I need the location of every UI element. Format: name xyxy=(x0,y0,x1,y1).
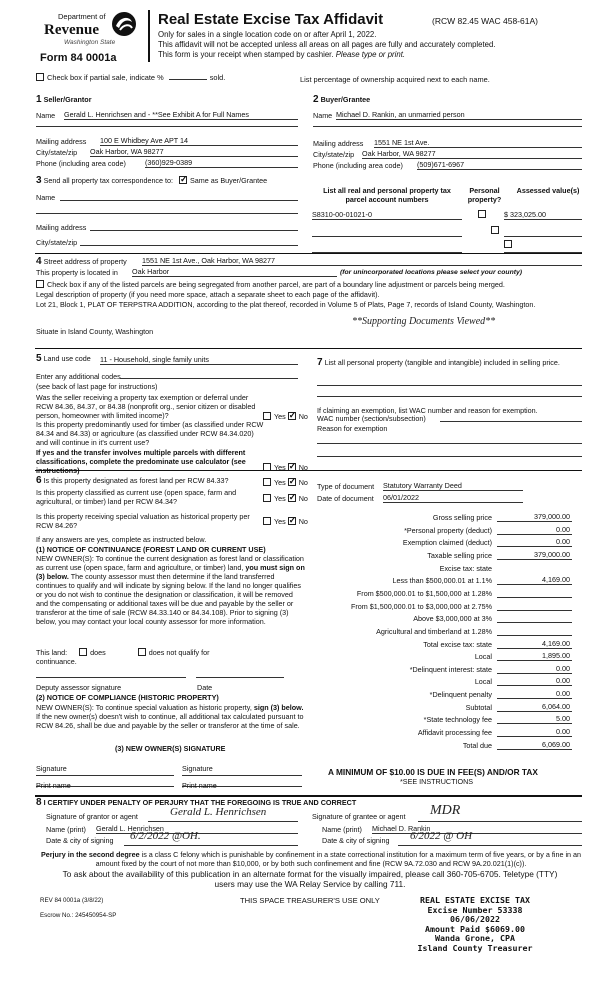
tax-row-value[interactable]: 1,895.00 xyxy=(497,651,572,661)
stamp-line-1: REAL ESTATE EXCISE TAX xyxy=(420,895,530,905)
s3-name-label: Name xyxy=(36,193,56,202)
tax-row-label: From $1,500,000.01 to $3,000,000 at 2.75% xyxy=(350,601,492,611)
tax-row-label: Exemption claimed (deduct) xyxy=(402,538,492,548)
grantor-date-label: Date & city of signing xyxy=(46,836,114,845)
located-field[interactable]: Oak Harbor xyxy=(132,267,337,277)
s6-q1-text: Is this property designated as forest land per RCW 84.33? xyxy=(43,476,229,485)
tax-row-label: *Personal property (deduct) xyxy=(404,525,492,535)
additional-codes-label: Enter any additional codes xyxy=(36,372,121,381)
s6-q2-answers xyxy=(263,494,308,503)
notice-3-heading: (3) NEW OWNER(S) SIGNATURE xyxy=(115,744,226,753)
notice-1b: you must sign on (3) below. xyxy=(36,563,305,581)
partial-sale-label: Check box if partial sale, indicate % xyxy=(47,73,164,82)
supporting-docs-note: **Supporting Documents Viewed** xyxy=(352,316,496,327)
uninc-note: (for unincorporated locations please select your county) xyxy=(340,269,523,276)
situate-text: Situate in Island County, Washington xyxy=(36,327,154,336)
s3-text: Send all property tax correspondence to: xyxy=(43,176,174,185)
ownership-note: List percentage of ownership acquired next to each name. xyxy=(300,75,490,84)
tax-row-label: Agricultural and timberland at 1.28% xyxy=(376,626,492,636)
q1-yes-label: Yes xyxy=(274,412,286,421)
reason-label: Reason for exemption xyxy=(317,424,388,433)
sig-grantee-label: Signature of grantee or agent xyxy=(312,812,406,821)
s7-text: List all personal property (tangible and intangible) included in selling price. xyxy=(324,358,560,367)
property-address-field[interactable]: 1551 NE 1st Ave., Oak Harbor, WA 98277 xyxy=(142,256,582,266)
s7-num: 7 xyxy=(317,357,323,368)
logo-swirl-icon xyxy=(110,10,138,38)
grantee-signature: MDR xyxy=(430,803,461,818)
tax-row-label: Taxable selling price xyxy=(427,550,492,560)
seller-city-label: City/state/zip xyxy=(36,148,78,157)
tax-row-value[interactable]: 0.00 xyxy=(497,689,572,699)
buyer-name-field[interactable]: Michael D. Rankin, an unmarried person xyxy=(336,110,582,120)
doc-date-field[interactable]: 06/01/2022 xyxy=(383,493,523,503)
perjury-text: is a class C felony which is punishable by confinement in a state correctional institution for a maximum term of five years, or by a fine in an amount fixed by the court of not more than $10,000, or by both such confinement and fine (RCW 9A.72.030 and RCW 9A.20.021(1)(c)). xyxy=(95,850,582,868)
tax-row-value[interactable]: 6,069.00 xyxy=(497,740,572,750)
personal-property-line-2[interactable] xyxy=(317,389,582,397)
form-number: Form 84 0001a xyxy=(40,52,117,64)
tax-row-label: Local xyxy=(474,677,492,687)
tax-row-label: Gross selling price xyxy=(432,513,492,522)
tax-row-value[interactable]: 0.00 xyxy=(497,664,572,674)
s6-q1-no-checkbox[interactable] xyxy=(288,478,296,486)
deputy-date-label: Date xyxy=(197,683,213,692)
seller-heading xyxy=(36,94,92,107)
notice-2c: If the new owner(s) doesn't wish to continue, all additional tax calculated pursuant to RCW 84.26, shall be due and payable by the seller or transferor at the time of sale. xyxy=(36,712,304,730)
does-label: does xyxy=(90,648,106,657)
same-as-buyer-label: Same as Buyer/Grantee xyxy=(190,176,268,185)
tax-row-label: Above $3,000,000 at 3% xyxy=(413,614,492,624)
s6-q3-no: No xyxy=(298,517,308,526)
doc-date-label: Date of document xyxy=(317,494,374,503)
s6-q2-no-checkbox[interactable] xyxy=(288,494,296,502)
s3-city-label: City/state/zip xyxy=(36,238,78,247)
segregate-checkbox[interactable] xyxy=(36,280,44,288)
doc-type-field[interactable]: Statutory Warranty Deed xyxy=(383,481,523,491)
s3-city-field[interactable] xyxy=(80,245,298,246)
tax-row-label: Affidavit processing fee xyxy=(417,728,492,738)
personal-header: Personal property? xyxy=(467,186,502,204)
personal-property-line-1[interactable] xyxy=(317,378,582,386)
minimum-note: A MINIMUM OF $10.00 IS DUE IN FEE(S) AND/OR TAX xyxy=(328,767,538,777)
dept-label: Department of xyxy=(58,12,106,21)
deputy-label: Deputy assessor signature xyxy=(36,683,122,692)
doc-type-label: Type of document xyxy=(317,482,375,491)
seller-name-field[interactable]: Gerald L. Henrichsen and - **See Exhibit A for Full Names xyxy=(64,110,298,120)
s6-q1-yes: Yes xyxy=(274,478,286,487)
tax-row-value xyxy=(497,563,572,573)
s3-name-field[interactable] xyxy=(60,200,298,201)
header-note-3a: This form is your receipt when stamped by cashier. xyxy=(158,50,334,59)
escrow-number: Escrow No.: 245450954-SP xyxy=(40,912,117,919)
notice-2b: sign (3) below. xyxy=(253,703,304,712)
agency-name: Revenue xyxy=(44,22,99,38)
q1-answers xyxy=(263,412,308,421)
personal-property-checkbox-2[interactable] xyxy=(491,226,499,234)
tax-row-label: *Delinquent interest: state xyxy=(409,664,492,674)
print-label-1: Print name xyxy=(36,781,71,790)
seller-phone-field[interactable]: (360)929-0389 xyxy=(145,158,298,168)
grantor-name-label: Name (print) xyxy=(46,825,86,834)
see-back-note: (see back of last page for instructions) xyxy=(36,382,158,391)
tax-row-value[interactable] xyxy=(497,626,572,636)
buyer-num: 2 xyxy=(313,94,319,105)
grantee-date-label: Date & city of signing xyxy=(322,836,390,845)
grantee-date-value: 6/2022 @ OH xyxy=(410,830,473,842)
s3-row xyxy=(36,175,267,188)
continuance-label: continuance. xyxy=(36,657,77,666)
header-note-1: Only for sales in a single location code on or after April 1, 2022. xyxy=(158,30,377,39)
stamp-line-2: Excise Number 53338 xyxy=(427,904,523,915)
header-note-3b: Please type or print. xyxy=(335,50,406,59)
partial-sale-row xyxy=(36,73,225,82)
alt-format-notice: To ask about the availability of this publication in an alternate format for the visually impaired, please call 360-705-6705. Teletype (TTY) users may use the WA Relay Service by calling 711. xyxy=(62,869,558,890)
header-note-3 xyxy=(158,50,405,60)
q1-no-label: No xyxy=(298,412,308,421)
parcel-number-field-3[interactable] xyxy=(312,245,462,253)
buyer-city-label: City/state/zip xyxy=(313,150,355,159)
buyer-city-field[interactable]: Oak Harbor, WA 98277 xyxy=(362,149,582,159)
seller-num: 1 xyxy=(36,94,42,105)
notice-2a: NEW OWNER(S): To continue special valuation as historic property, xyxy=(36,703,252,712)
print-label-2: Print name xyxy=(182,781,217,790)
buyer-heading xyxy=(313,94,370,107)
tax-row-label: Excise tax: state xyxy=(439,563,492,573)
s4-num: 4 xyxy=(36,256,42,267)
exempt-label: If claiming an exemption, list WAC number and reason for exemption. xyxy=(317,406,538,415)
does-checkbox[interactable] xyxy=(79,648,87,656)
s6-q2-no: No xyxy=(298,494,308,503)
perjury-notice xyxy=(36,850,586,868)
reason-line-2[interactable] xyxy=(317,449,582,457)
tax-row-value[interactable]: 4,169.00 xyxy=(497,639,572,649)
q2-no-label: No xyxy=(298,463,308,472)
buyer-phone-label: Phone (including area code) xyxy=(313,161,403,170)
s5-num: 5 xyxy=(36,353,42,364)
segregate-row xyxy=(36,280,586,289)
sig-label-2: Signature xyxy=(182,764,213,773)
buyer-name-label: Name xyxy=(313,111,333,120)
s3-mail-field[interactable] xyxy=(90,230,298,231)
header-divider xyxy=(148,10,150,62)
grantee-name-field[interactable]: Michael D. Rankin xyxy=(372,824,582,834)
s6-q3-no-checkbox[interactable] xyxy=(288,517,296,525)
tax-row-value[interactable] xyxy=(497,588,572,598)
form-rcw: (RCW 82.45 WAC 458-61A) xyxy=(432,16,538,26)
agency-logo xyxy=(28,10,140,70)
tax-row-value[interactable]: 0.00 xyxy=(497,537,572,547)
tax-row-label: Total excise tax: state xyxy=(423,639,492,649)
s7-row xyxy=(317,357,585,370)
does-not-label: does not qualify for xyxy=(148,648,210,657)
additional-codes-field[interactable] xyxy=(120,378,298,379)
assessed-value-field-2[interactable] xyxy=(504,229,582,237)
same-as-buyer-checkbox[interactable] xyxy=(179,176,187,184)
sig-label-1: Signature xyxy=(36,764,67,773)
s5-question-2b: If yes and the transfer involves multiple parcels with different classifications, complete the predominate use calculator (see instructions) xyxy=(36,448,246,475)
tax-row-value[interactable]: 5.00 xyxy=(497,714,572,724)
s6-q1-yes-checkbox[interactable] xyxy=(263,478,271,486)
form-title: Real Estate Excise Tax Affidavit xyxy=(158,11,384,28)
wac-label: WAC number (section/subsection) xyxy=(317,414,426,423)
notice-2-text xyxy=(36,703,304,730)
notice-1a: NEW OWNER(S): To continue the current designation as forest land or classification as current use (open space, farm and agriculture, or timber) land, xyxy=(36,554,304,572)
tax-row-value[interactable]: 379,000.00 xyxy=(497,550,572,560)
s6-q2: Is this property classified as current use (open space, farm and agricultural, or timber) land per RCW 84.34? xyxy=(36,488,237,506)
s6-num: 6 xyxy=(36,475,42,486)
stamp-line-4: Amount Paid $6069.00 xyxy=(425,923,525,934)
buyer-heading-text: Buyer/Grantee xyxy=(320,95,371,104)
q2-yes-label: Yes xyxy=(274,463,286,472)
s5-question-2: Is this property predominantly used for timber (as classified under RCW 84.34 and 84.33) or agriculture (as classified under RCW 84.34.020) and will continue in it's current use? xyxy=(36,420,264,447)
tax-row-value[interactable] xyxy=(497,601,572,611)
sig-grantor-label: Signature of grantor or agent xyxy=(46,812,138,821)
s6-answer-note: If any answers are yes, complete as instructed below. xyxy=(36,535,207,544)
grantee-name-label: Name (print) xyxy=(322,825,362,834)
grantor-signature: Gerald L. Henrichsen xyxy=(170,806,267,818)
grantor-date-value: 6/2/2022 @OH. xyxy=(130,830,201,842)
s6-q3-yes: Yes xyxy=(274,517,286,526)
personal-property-checkbox-1[interactable] xyxy=(478,210,486,218)
legal-description: Lot 21, Block 1, PLAT OF TERPSTRA ADDITION, according to the plat thereof, recorded in Volume 5 of Plats, Page 7, records of Island County, Washington. xyxy=(36,300,536,309)
partial-sale-sold: sold. xyxy=(209,73,226,82)
does-not-checkbox[interactable] xyxy=(138,648,146,656)
s6-q1 xyxy=(36,475,256,488)
assessed-value-field[interactable]: $ 323,025.00 xyxy=(504,210,582,220)
seller-mail-field[interactable]: 100 E Whidbey Ave APT 14 xyxy=(100,136,298,146)
deputy-signature-line[interactable] xyxy=(36,670,186,678)
tax-row-label: *State technology fee xyxy=(423,715,492,725)
buyer-mail-label: Mailing address xyxy=(313,139,364,148)
s6-q1-no: No xyxy=(298,478,308,487)
tax-row-value[interactable]: 0.00 xyxy=(497,727,572,737)
seller-mail-label: Mailing address xyxy=(36,137,87,146)
tax-row-label: *Delinquent penalty xyxy=(429,690,492,700)
located-label: This property is located in xyxy=(36,268,118,277)
wac-field[interactable] xyxy=(440,421,582,422)
parcel-number-field[interactable]: S8310-00-01021-0 xyxy=(312,210,462,220)
s3-mail-label: Mailing address xyxy=(36,223,87,232)
certify-text: I CERTIFY UNDER PENALTY OF PERJURY THAT THE FOREGOING IS TRUE AND CORRECT xyxy=(43,798,357,807)
header-note-2: This affidavit will not be accepted unless all areas on all pages are fully and accurately completed. xyxy=(158,40,496,49)
tax-row-value[interactable]: 0.00 xyxy=(497,525,572,535)
tax-row-label: Local xyxy=(474,652,492,662)
this-land-row xyxy=(36,648,210,657)
segregate-text: Check box if any of the listed parcels are being segregated from another parcel, are part of a boundary line adjustment or parcels being merged. xyxy=(47,280,505,289)
this-land-label: This land: xyxy=(36,648,68,657)
assessed-header: Assessed value(s) xyxy=(516,186,580,195)
s5-question-1: Was the seller receiving a property tax exemption or deferral under RCW 84.36, 84.37, or 84.38 (nonprofit org., senior citizen or disabled person, homeowner with limited income)? xyxy=(36,393,256,420)
q1-no-checkbox[interactable] xyxy=(288,412,296,420)
s8-num: 8 xyxy=(36,797,42,808)
s6-q2-yes-checkbox[interactable] xyxy=(263,494,271,502)
reason-line-1[interactable] xyxy=(317,436,582,444)
land-use-row xyxy=(36,353,91,366)
notice-1-heading: (1) NOTICE OF CONTINUANCE (FOREST LAND OR CURRENT USE) xyxy=(36,545,266,554)
assessed-value-field-3[interactable] xyxy=(504,245,582,253)
revision-label: REV 84 0001a (3/8/22) xyxy=(40,897,104,904)
tax-row-value[interactable] xyxy=(497,613,572,623)
tax-row-label: Less than $500,000.01 at 1.1% xyxy=(392,576,492,586)
treasurer-stamp xyxy=(400,896,550,953)
notice-1-text xyxy=(36,554,306,626)
notice-1c: The county assessor must then determine if the land transferred continues to qualify and will indicate by signing below. If the land no longer qualifies or you do not wish to continue the designation or classification, it will be removed and the compensating or additional taxes will be due and payable by the seller or transferor at the time of sale (RCW 84.33.140 or 84.34.108). Prior to signing (3) below, you may contact your local county assessor for more information. xyxy=(36,572,301,626)
buyer-mail-field[interactable]: 1551 NE 1st Ave. xyxy=(374,138,582,148)
s6-q3: Is this property receiving special valuation as historical property per RCW 84.26? xyxy=(36,512,250,530)
buyer-phone-field[interactable]: (509)671-6967 xyxy=(417,160,582,170)
q1-yes-checkbox[interactable] xyxy=(263,412,271,420)
tax-row-value[interactable]: 4,169.00 xyxy=(497,575,572,585)
deputy-date-line[interactable] xyxy=(196,670,284,678)
legal-label: Legal description of property (if you need more space, attach a separate sheet to each page of the affidavit). xyxy=(36,290,380,299)
s6-q1-answers xyxy=(263,478,308,487)
grantor-name-field[interactable]: Gerald L. Henrichsen xyxy=(96,824,298,834)
tax-row-label: Subtotal xyxy=(465,702,492,712)
seller-city-field[interactable]: Oak Harbor, WA 98277 xyxy=(90,147,298,157)
parcel-header: List all real and personal property tax parcel account numbers xyxy=(323,186,451,204)
s4-label: Street address of property xyxy=(43,257,127,266)
tax-row-label: Total due xyxy=(462,740,492,750)
s6-q3-answers xyxy=(263,517,308,526)
perjury-bold: Perjury in the second degree xyxy=(40,850,140,859)
s3-num: 3 xyxy=(36,175,42,186)
tax-row-value[interactable]: 0.00 xyxy=(497,676,572,686)
see-instructions: *SEE INSTRUCTIONS xyxy=(400,777,474,786)
tax-row-value[interactable]: 379,000.00 xyxy=(497,512,572,522)
tax-row-label: From $500,000.01 to $1,500,000 at 1.28% xyxy=(356,588,492,598)
land-use-code-field[interactable]: 11 - Household, single family units xyxy=(100,355,298,365)
tax-row-value[interactable]: 6,064.00 xyxy=(497,702,572,712)
seller-name-label: Name xyxy=(36,111,56,120)
land-use-label: Land use code xyxy=(43,354,91,363)
seller-heading-text: Seller/Grantor xyxy=(43,95,92,104)
seller-phone-label: Phone (including area code) xyxy=(36,159,126,168)
state-label: Washington State xyxy=(64,39,116,46)
s6-q2-yes: Yes xyxy=(274,494,286,503)
stamp-line-5: Wanda Grone, CPA xyxy=(435,933,515,944)
treasurer-label: THIS SPACE TREASURER'S USE ONLY xyxy=(240,896,380,905)
stamp-line-3: 06/06/2022 xyxy=(450,914,500,925)
s6-q3-yes-checkbox[interactable] xyxy=(263,517,271,525)
parcel-number-field-2[interactable] xyxy=(312,229,462,237)
s4-row xyxy=(36,256,127,269)
stamp-line-6: Island County Treasurer xyxy=(417,942,533,953)
partial-sale-checkbox[interactable] xyxy=(36,73,44,81)
notice-2-heading: (2) NOTICE OF COMPLIANCE (HISTORIC PROPERTY) xyxy=(36,693,219,702)
